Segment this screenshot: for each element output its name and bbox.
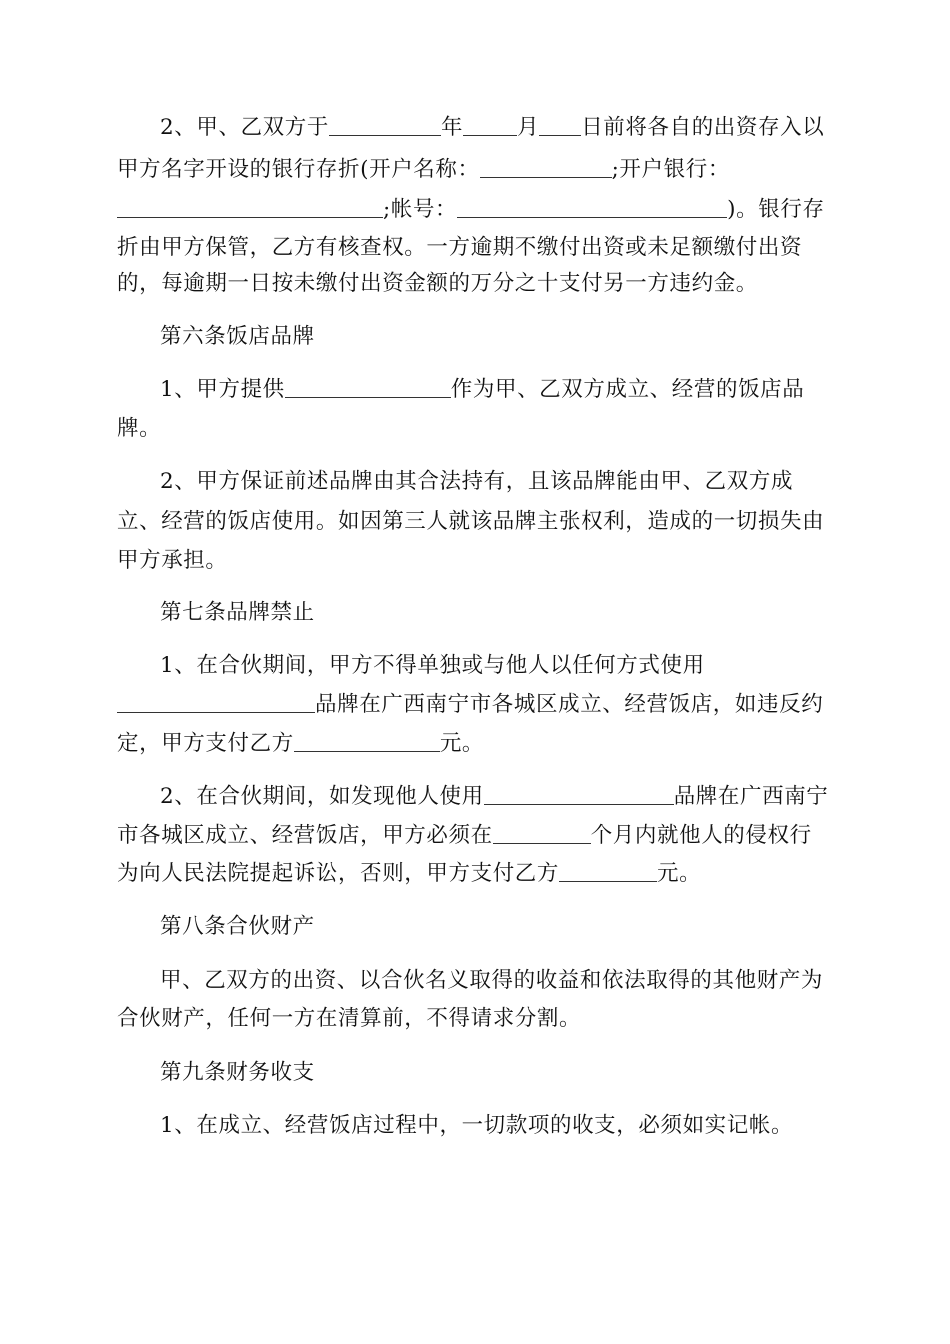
text-span: 为向人民法院提起诉讼，否则，甲方支付乙方 xyxy=(117,861,560,886)
text-span: 日前将各自的出资存入以 xyxy=(581,115,825,140)
art9-p1-line1: 1、在成立、经营饭店过程中，一切款项的收支，必须如实记帐。 xyxy=(160,1113,794,1138)
amount-blank xyxy=(294,731,440,752)
text-span: 定，甲方支付乙方 xyxy=(117,731,294,756)
art8-heading: 第八条合伙财产 xyxy=(160,914,315,939)
text-span: 市各城区成立、经营饭店，甲方必须在 xyxy=(117,823,493,848)
text-span: 2、在合伙期间，如发现他人使用 xyxy=(160,784,484,809)
art7-heading: 第七条品牌禁止 xyxy=(160,600,315,625)
text-span: 作为甲、乙双方成立、经营的饭店品 xyxy=(450,377,805,402)
amount-blank xyxy=(559,861,657,882)
text-span: 1、甲方提供 xyxy=(160,377,285,402)
text-span: 品牌在广西南宁 xyxy=(673,784,829,809)
art9-heading: 第九条财务收支 xyxy=(160,1060,315,1085)
year-blank xyxy=(329,115,441,136)
art7-p1-line1: 1、在合伙期间，甲方不得单独或与他人以任何方式使用 xyxy=(160,653,705,678)
art8-p1-line2: 合伙财产，任何一方在清算前，不得请求分割。 xyxy=(117,1006,582,1031)
text-span: 个月内就他人的侵权行 xyxy=(590,823,812,848)
art6-p2-line2: 立、经营的饭店使用。如因第三人就该品牌主张权利，造成的一切损失由 xyxy=(117,509,825,534)
art6-p2-line1: 2、甲方保证前述品牌由其合法持有，且该品牌能由甲、乙双方成 xyxy=(160,469,794,494)
art6-p1-line2: 牌。 xyxy=(117,416,162,441)
text-span: ;开户银行： xyxy=(611,157,730,182)
brand-blank xyxy=(484,784,674,805)
art5-p2-line5: 的，每逾期一日按未缴付出资金额的万分之十支付另一方违约金。 xyxy=(117,271,758,296)
art7-p1-line3 xyxy=(117,729,837,759)
text-span: 月 xyxy=(517,115,540,140)
text-span: 甲方名字开设的银行存折(开户名称： xyxy=(117,157,480,182)
art7-p2-line1 xyxy=(160,782,880,812)
brand-blank xyxy=(285,377,451,398)
art5-p2-line1 xyxy=(160,113,880,143)
art7-p1-line2 xyxy=(117,690,837,720)
month-blank xyxy=(463,115,517,136)
bank-name-blank xyxy=(117,197,383,218)
art7-p2-line2 xyxy=(117,821,837,851)
text-span: 2、甲、乙双方于 xyxy=(160,115,329,140)
text-span: 元。 xyxy=(439,731,485,756)
art5-p2-line3 xyxy=(117,195,837,225)
text-span: 年 xyxy=(440,115,464,140)
months-blank xyxy=(493,823,591,844)
art7-p2-line3 xyxy=(117,859,837,889)
day-blank xyxy=(539,115,581,136)
text-span: )。银行存 xyxy=(727,197,825,222)
art5-p2-line4: 折由甲方保管，乙方有核查权。一方逾期不缴付出资或未足额缴付出资 xyxy=(117,235,803,260)
text-span: 品牌在广西南宁市各城区成立、经营饭店，如违反约 xyxy=(315,692,824,717)
account-number-blank xyxy=(457,197,727,218)
art6-heading: 第六条饭店品牌 xyxy=(160,324,315,349)
brand-blank xyxy=(117,692,315,713)
text-span: ;帐号： xyxy=(383,197,458,222)
art8-p1-line1: 甲、乙双方的出资、以合伙名义取得的收益和依法取得的其他财产为 xyxy=(160,968,824,993)
account-name-blank xyxy=(480,157,612,178)
art6-p2-line3: 甲方承担。 xyxy=(117,548,228,573)
art5-p2-line2 xyxy=(117,155,837,185)
art6-p1-line1 xyxy=(160,375,880,405)
text-span: 元。 xyxy=(657,861,702,886)
